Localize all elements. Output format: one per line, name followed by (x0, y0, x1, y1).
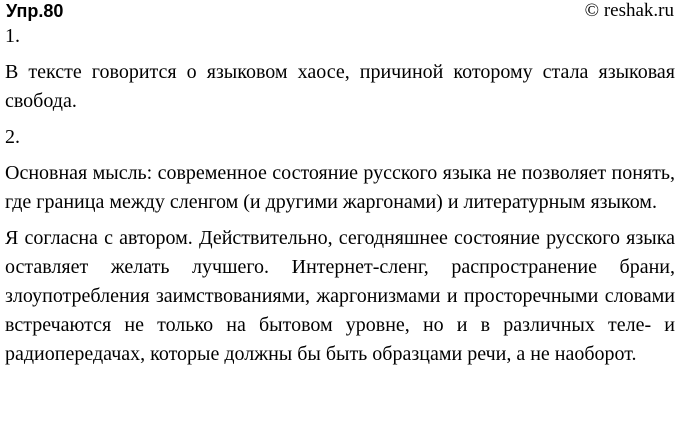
item-opinion-2: Я согласна с автором. Действительно, сегодняшнее состояние русского языка оставляет желать лучшего. Интернет-сленг, распространение брани, злоупотребления заимствованиями, жаргонизмами и просторечными словами встречаются не только на бытовом уровне, но и в различных теле- и радиопередачах, которые должны бы быть образцами речи, а не наоборот. (5, 227, 675, 365)
exercise-title: Упр.80 (6, 1, 64, 21)
page-header (3, 0, 677, 22)
item-number-1: 1. (5, 25, 20, 47)
item-text-1: В тексте говорится о языковом хаосе, причиной которому стала языковая свобода. (5, 61, 675, 112)
item-number-2: 2. (5, 126, 20, 148)
item-text-2: Основная мысль: современное состояние русского языка не позволяет понять, где граница между сленгом (и другими жаргонами) и литературным языком. (5, 162, 675, 213)
source-watermark: © reshak.ru (584, 0, 674, 21)
